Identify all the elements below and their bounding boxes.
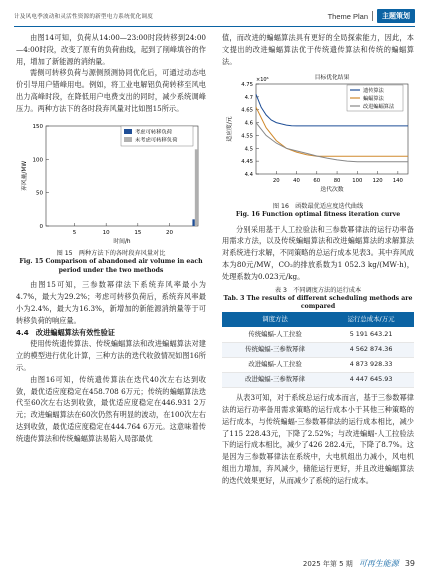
running-header-title: 计及风电季波动和灵活性资源的新型电力系统优化调度 <box>14 14 154 20</box>
bar <box>192 219 194 226</box>
chart-title: 目标优化结果 <box>314 75 350 82</box>
table-caption-cn: 表 3 不同调度方法的运行成本 <box>274 286 362 294</box>
x-tick-label: 15 <box>134 229 142 236</box>
y-tick-label: 0 <box>39 223 43 230</box>
table-cell: 传统蝙蝠-人工拉验 <box>222 327 328 342</box>
legend-label: 蝙蝠算法 <box>363 96 384 103</box>
legend-label: 考虑可转移负荷 <box>135 129 173 136</box>
table-row <box>222 372 414 387</box>
paragraph: 分别采用基于人工拉验法和三参数幂律法的运行功率备用需求方法，以及传统蝙蝠算法和改进蝙蝠算法的求解算法对系统进行求解，不同策略的总运行成本见表3。其中弃风成本为80元/MW，CO₂的排放系数为1 052.3 kg/(MW·h)，处理系数为0.023元/kg。 <box>222 224 414 281</box>
table-row <box>222 357 414 372</box>
x-tick-label: 80 <box>333 178 341 185</box>
legend-label: 改进蝙蝠算法 <box>363 104 395 111</box>
header-divider <box>372 11 373 21</box>
table-cell: 4 447 645.93 <box>328 372 414 387</box>
x-tick-label: 120 <box>372 178 383 185</box>
y-tick-label: 4.4 <box>244 172 253 179</box>
figure-caption-en: Fig. 15 Comparison of abandoned air volume in each period under the two methods <box>19 258 203 274</box>
paragraph: 由图14可知，负荷从14:00—23:00时段转移到24:00—4:00时段，改变了原有的负荷曲线，起到了削峰填谷的作用，增加了新能源的消纳量。 <box>16 33 206 66</box>
line-chart <box>222 70 414 198</box>
table-cell: 4 873 928.33 <box>328 357 414 372</box>
paragraph: 从表3可知，对于系统总运行成本而言，基于三参数幂律法的运行功率备用需求策略的运行成本小于其他三种策略的运行成本，与传统蝙蝠-三参数幂律法的运行成本相比，减少了115 228.43元，下降了2.52%；与改进蝙蝠-人工拉验法下的运行成本相比，减少了426 282.4元，下降了8.7%。这是因为三参数幂律法在系统中，大电机组出力减小，风电机组出力增加，弃风减少，储能运行更好，并且改进蝙蝠算法的迭代效果更好，从而减少了系统的运行成本。 <box>222 393 414 485</box>
section-heading: 4.4 改进蝙蝠算法有效性验证 <box>16 327 115 337</box>
series-line <box>256 107 408 156</box>
figure-caption-cn: 图 15 两种方法下的各时段弃风量对比 <box>56 250 166 258</box>
paragraph: 需侧可转移负荷与源侧预测协同优化后，可通过动态电价引导用户错峰用电。例如，将工业电解铝负荷转移至风电出力高峰时段，在降低用户电费支出的同时，减少系统调峰压力。两种方法下的各时段弃风量对比如图15所示。 <box>16 68 206 113</box>
x-tick-label: 140 <box>392 178 403 185</box>
chart-15 <box>16 118 206 250</box>
x-tick-label: 20 <box>272 178 280 185</box>
issue-label: 2025 年第 5 期 <box>302 559 353 568</box>
chart-16 <box>222 70 414 202</box>
y-tick-label: 4.65 <box>241 108 253 115</box>
x-axis-label: 时间/h <box>113 238 131 245</box>
table-header: 运行总成本/万元 <box>328 312 414 328</box>
right-column <box>222 32 414 487</box>
y-tick-label: 4.55 <box>241 133 253 140</box>
y-axis-label: 弃风量/MW <box>22 160 28 191</box>
figure-caption-en: Fig. 16 Function optimal fitness iteration curve <box>235 211 401 219</box>
legend-label: 未考虑可转移负荷 <box>135 137 178 144</box>
y-tick-label: 4.75 <box>241 82 253 89</box>
y-tick-label: 50 <box>36 190 43 197</box>
section-header <box>328 9 415 23</box>
page-footer <box>303 558 415 569</box>
x-tick-label: 40 <box>293 178 300 185</box>
table-row <box>222 342 414 357</box>
page-number: 39 <box>404 559 415 568</box>
figure-16 <box>222 70 414 219</box>
table-3 <box>222 286 414 388</box>
table-header: 调度方法 <box>222 312 328 328</box>
table-cell: 4 562 874.36 <box>328 342 414 357</box>
figure-15 <box>16 118 206 276</box>
table-cell: 改进蝙蝠-人工拉验 <box>222 357 328 372</box>
section-header-en: Theme Plan <box>327 11 368 21</box>
y-tick-label: 4.7 <box>244 95 253 102</box>
section-badge: 主题策划 <box>377 9 415 23</box>
paragraph: 值，而改进的蝙蝠算法具有更好的全局探索能力，因此，本文提出的改进蝙蝠算法优于传统遗传算法和传统的蝙蝠算法。 <box>222 33 414 66</box>
table-cell: 改进蝙蝠-三参数幂律 <box>222 372 328 387</box>
paragraph: 由图15可知，三参数幂律法下系统弃风率最小为4.7%，最大为29.2%；考虑可转移负荷后，系统弃风率最小为2.4%，最大为16.3%，新增加的新能源消纳量等于可转移负荷的响应量。 <box>16 280 206 325</box>
table-cell: 5 191 643.21 <box>328 327 414 342</box>
y-tick-label: 150 <box>32 123 43 130</box>
table-row <box>222 327 414 342</box>
table-cell: 传统蝙蝠-三参数幂律 <box>222 342 328 357</box>
y-tick-label: 100 <box>32 156 43 163</box>
cost-table <box>222 312 414 388</box>
x-tick-label: 5 <box>72 229 77 236</box>
x-tick-label: 100 <box>352 178 363 185</box>
bar <box>195 149 197 226</box>
paragraph: 由图16可知，传统遗传算法在迭代40次左右达到收敛，最优适应度稳定在458.708 6万元；传统的蝙蝠算法迭代至60次左右达到收敛，最优适应度稳定在446.931 2万元；改进蝙蝠算法在60次仍然有明显的波动，在100次左右达到收敛，最优适应度稳定在444.764 6万元。这意味着传统遗传算法和传统蝙蝠算法易陷入局部最优 <box>16 374 206 443</box>
y-tick-label: 4.5 <box>244 146 253 153</box>
x-axis-label: 迭代次数 <box>320 187 344 194</box>
x-tick-label: 60 <box>313 178 321 185</box>
journal-logo: 可再生能源 <box>358 559 399 568</box>
table-caption-en: Tab. 3 The results of different scheduling methods are compared <box>223 294 413 311</box>
y-axis-label: 适应度/元 <box>227 116 233 142</box>
legend-swatch <box>124 137 132 142</box>
y-tick-label: 4.6 <box>244 120 253 127</box>
header-rule <box>14 26 415 27</box>
figure-caption-cn: 图 16 函数最优适应度迭代曲线 <box>272 203 364 211</box>
y-tick-label: 4.45 <box>241 159 253 166</box>
legend-swatch <box>124 129 132 134</box>
paragraph: 使用传统遗传算法、传统蝙蝠算法和改进蝙蝠算法对建立的模型进行优化计算，三种方法的迭代收敛情况如图16所示。 <box>16 339 206 372</box>
x-tick-label: 10 <box>102 229 110 236</box>
x-tick-label: 20 <box>166 229 173 236</box>
y-multiplier-label: ×10⁶ <box>256 77 269 84</box>
bar-chart <box>16 118 206 246</box>
left-column <box>16 32 206 445</box>
legend-label: 遗传算法 <box>363 88 384 95</box>
